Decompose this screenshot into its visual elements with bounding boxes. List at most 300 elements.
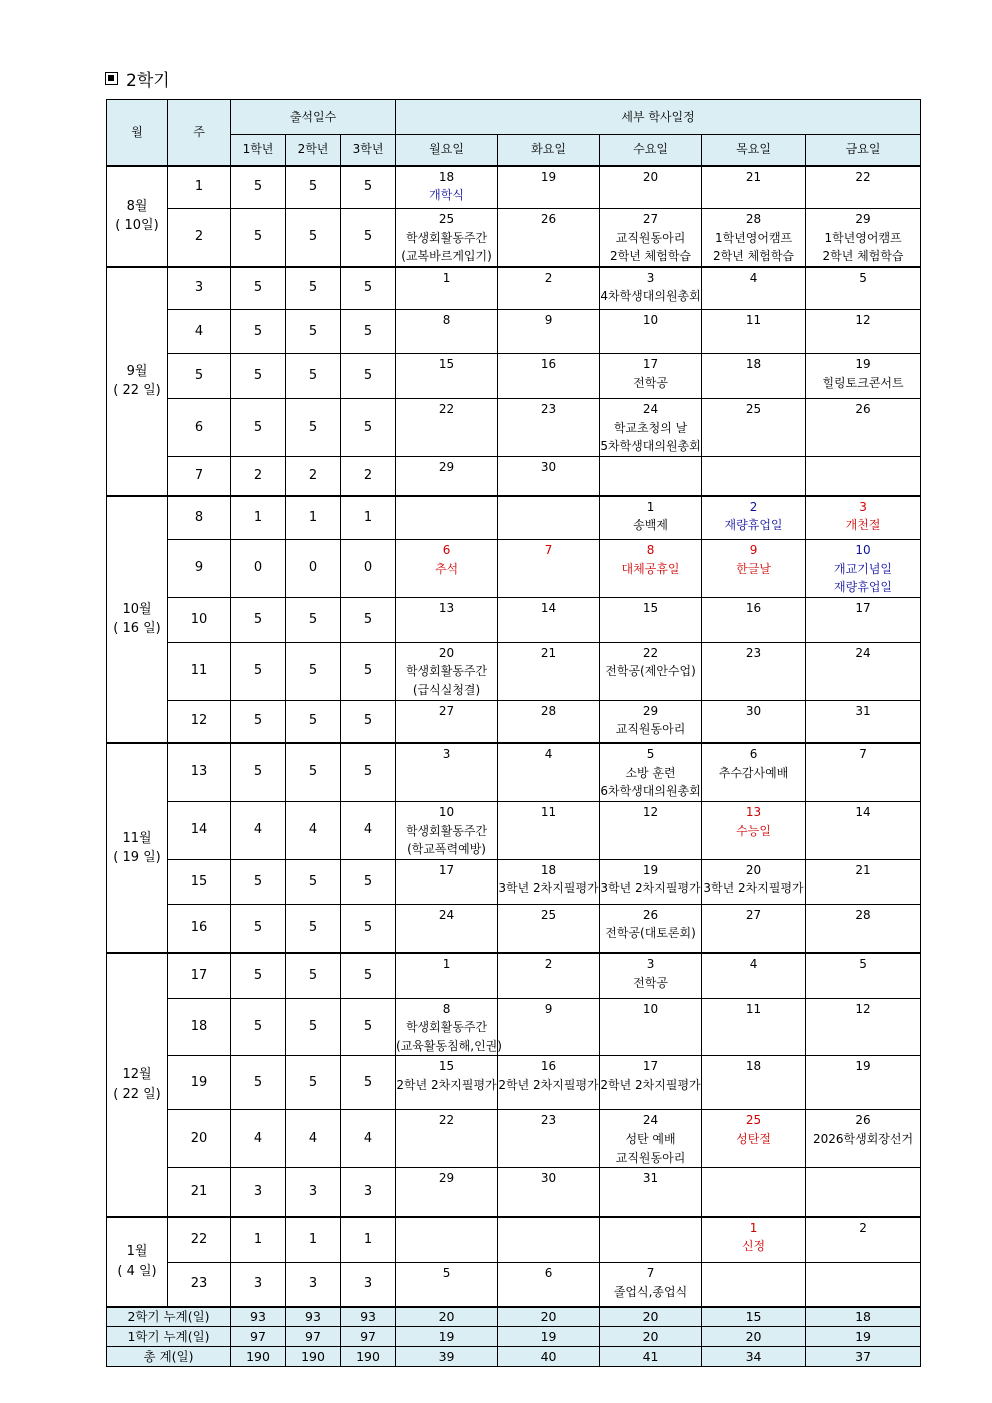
week-row [107, 597, 921, 642]
event-text: 성탄절 [736, 1132, 771, 1147]
day-cell [702, 399, 806, 457]
day-date: 10 [438, 804, 455, 819]
day-date: 10 [642, 313, 659, 328]
day-date: 5 [859, 957, 867, 972]
day-date: 17 [642, 1059, 659, 1074]
day-date: 23 [745, 645, 762, 660]
attendance-count: 5 [286, 267, 341, 310]
day-date: 18 [745, 1059, 762, 1074]
event-text: 전학공(제안수업) [605, 664, 696, 679]
month-name: 11월 [122, 830, 152, 846]
day-cell [396, 597, 498, 642]
attendance-count: 5 [231, 998, 286, 1056]
day-cell [498, 267, 600, 310]
event-text: (급식실청결) [412, 683, 481, 698]
month-cell [107, 166, 168, 267]
day-date: 22 [438, 402, 455, 417]
day-cell [600, 801, 702, 859]
day-cell [498, 953, 600, 998]
day-cell [600, 953, 702, 998]
day-date: 14 [540, 600, 557, 615]
day-cell [702, 743, 806, 801]
day-date: 4 [544, 747, 553, 762]
summary-day-total: 40 [498, 1347, 600, 1367]
day-date: 6 [442, 543, 451, 558]
day-cell [806, 209, 921, 267]
day-date: 30 [540, 1171, 557, 1186]
month-name: 8월 [126, 198, 148, 214]
day-cell [396, 540, 498, 598]
attendance-count: 5 [341, 209, 396, 267]
day-cell [600, 743, 702, 801]
attendance-count: 0 [286, 540, 341, 598]
week-number: 3 [168, 267, 231, 310]
month-cell [107, 496, 168, 744]
event-text: 재량휴업일 [724, 518, 783, 533]
day-date: 8 [442, 1001, 451, 1016]
attendance-count: 5 [341, 953, 396, 998]
day-date: 24 [855, 645, 871, 660]
attendance-count: 5 [231, 953, 286, 998]
week-row [107, 859, 921, 904]
week-number: 16 [168, 904, 231, 953]
week-row [107, 904, 921, 953]
day-date: 31 [642, 1171, 659, 1186]
day-date: 6 [544, 1266, 553, 1281]
day-cell [702, 496, 806, 540]
summary-day-total: 37 [806, 1347, 921, 1367]
summary-day-total: 20 [702, 1327, 806, 1347]
header-week: 주 [168, 100, 231, 166]
attendance-count: 5 [286, 743, 341, 801]
day-cell [498, 859, 600, 904]
day-cell [498, 998, 600, 1056]
day-date: 23 [540, 402, 557, 417]
header-day: 월요일 [396, 135, 498, 166]
summary-attendance: 93 [231, 1307, 286, 1327]
day-cell [498, 540, 600, 598]
day-date: 15 [642, 600, 659, 615]
event-text: 학생회활동주간 [405, 1020, 488, 1035]
day-cell [600, 496, 702, 540]
month-name: 10월 [122, 601, 152, 617]
week-row [107, 496, 921, 540]
day-date: 24 [642, 402, 659, 417]
day-date: 20 [745, 862, 762, 877]
week-number: 5 [168, 354, 231, 399]
day-date: 21 [540, 645, 557, 660]
month-days: ( 10일) [115, 218, 159, 234]
week-number: 22 [168, 1217, 231, 1263]
attendance-count: 3 [341, 1263, 396, 1307]
attendance-count: 5 [231, 399, 286, 457]
day-date: 1 [646, 499, 655, 514]
day-date: 29 [855, 212, 871, 226]
summary-attendance: 93 [341, 1307, 396, 1327]
summary-day-total: 19 [498, 1327, 600, 1347]
summary-attendance: 190 [341, 1347, 396, 1367]
day-cell [806, 859, 921, 904]
day-cell [806, 642, 921, 700]
day-date: 22 [855, 169, 871, 184]
academic-calendar-table [106, 99, 921, 1367]
summary-day-total: 15 [702, 1307, 806, 1327]
day-cell [600, 642, 702, 700]
day-date: 26 [855, 1113, 871, 1128]
day-cell [806, 904, 921, 953]
day-date: 19 [540, 169, 557, 184]
day-cell [702, 540, 806, 598]
attendance-count: 2 [231, 457, 286, 496]
event-text: 졸업식,종업식 [613, 1284, 688, 1299]
day-cell [396, 998, 502, 1056]
day-date: 5 [442, 1266, 451, 1281]
week-row [107, 801, 921, 859]
day-cell [396, 457, 498, 496]
header-day: 화요일 [498, 135, 600, 166]
day-date: 28 [745, 212, 762, 226]
attendance-count: 0 [341, 540, 396, 598]
day-date: 25 [745, 1113, 762, 1128]
attendance-count: 3 [286, 1263, 341, 1307]
day-cell [600, 399, 702, 457]
day-date: 3 [646, 270, 655, 285]
event-text: 3학년 2차지필평가 [600, 881, 701, 896]
attendance-count: 5 [341, 859, 396, 904]
attendance-count: 5 [341, 267, 396, 310]
event-text: 4차학생대의원총회 [600, 289, 701, 304]
day-date: 25 [540, 907, 557, 922]
day-date: 25 [438, 212, 455, 226]
attendance-count: 5 [286, 354, 341, 399]
month-cell [107, 743, 168, 953]
attendance-count: 1 [341, 1217, 396, 1263]
attendance-count: 5 [341, 1056, 396, 1110]
week-number: 14 [168, 801, 231, 859]
month-name: 1월 [126, 1244, 148, 1260]
summary-label: 총 계(일) [107, 1347, 231, 1367]
event-text: 6차학생대의원총회 [600, 784, 701, 799]
week-row [107, 399, 921, 457]
day-date: 12 [642, 804, 659, 819]
day-cell [600, 166, 702, 209]
day-cell [806, 310, 921, 354]
event-text: 성탄 예배 [625, 1132, 676, 1147]
day-cell [600, 859, 702, 904]
attendance-count: 5 [341, 743, 396, 801]
summary-attendance: 93 [286, 1307, 341, 1327]
month-days: ( 22 일) [113, 383, 161, 399]
attendance-count: 5 [341, 354, 396, 399]
summary-row [107, 1307, 921, 1327]
day-cell [498, 700, 600, 743]
calendar-body [107, 166, 921, 1307]
event-text: 힐링토크콘서트 [822, 375, 904, 390]
day-cell [702, 904, 806, 953]
day-cell [498, 457, 600, 496]
day-date: 1 [442, 270, 451, 285]
event-text: 개학식 [429, 188, 464, 203]
day-cell [702, 1110, 806, 1168]
day-date: 7 [646, 1266, 655, 1281]
week-row [107, 1168, 921, 1217]
attendance-count: 4 [231, 1110, 286, 1168]
day-cell [806, 354, 921, 399]
attendance-count: 5 [286, 209, 341, 267]
attendance-count: 0 [231, 540, 286, 598]
summary-label: 1학기 누계(일) [107, 1327, 231, 1347]
attendance-count: 5 [231, 859, 286, 904]
day-date: 12 [855, 313, 871, 328]
day-cell [396, 1168, 498, 1217]
header-day: 금요일 [806, 135, 921, 166]
attendance-count: 5 [231, 743, 286, 801]
summary-day-total: 34 [702, 1347, 806, 1367]
header-grade: 2학년 [286, 135, 341, 166]
week-row [107, 267, 921, 310]
week-number: 17 [168, 953, 231, 998]
attendance-count: 3 [341, 1168, 396, 1217]
day-cell [806, 496, 921, 540]
header-grade: 1학년 [231, 135, 286, 166]
month-name: 9월 [126, 363, 148, 379]
day-date: 13 [745, 804, 762, 819]
week-row [107, 998, 921, 1056]
day-cell [396, 1110, 498, 1168]
day-cell [806, 540, 921, 598]
day-date: 24 [438, 907, 455, 922]
day-cell [396, 743, 498, 801]
attendance-count: 5 [231, 1056, 286, 1110]
attendance-count: 3 [231, 1263, 286, 1307]
attendance-count: 5 [286, 1056, 341, 1110]
event-text: 2학년 2차지필평가 [498, 1078, 599, 1093]
event-text: 개천절 [845, 518, 881, 533]
day-cell [498, 354, 600, 399]
attendance-count: 5 [231, 209, 286, 267]
attendance-count: 5 [231, 354, 286, 399]
day-date: 11 [745, 313, 762, 328]
day-date: 2 [859, 1220, 867, 1235]
day-date: 19 [855, 357, 871, 372]
header-grade: 3학년 [341, 135, 396, 166]
attendance-count: 5 [286, 700, 341, 743]
event-text: 수능일 [736, 823, 771, 838]
day-cell [498, 1168, 600, 1217]
week-row [107, 1217, 921, 1263]
day-cell [806, 267, 921, 310]
summary-day-total: 20 [600, 1327, 702, 1347]
day-date: 19 [642, 862, 659, 877]
week-number: 8 [168, 496, 231, 540]
day-cell [498, 801, 600, 859]
day-date: 10 [642, 1001, 659, 1016]
day-date: 24 [642, 1113, 659, 1128]
day-cell [806, 166, 921, 209]
attendance-count: 4 [286, 801, 341, 859]
day-date: 6 [749, 747, 758, 762]
day-cell [396, 642, 498, 700]
event-text: 신정 [741, 1239, 766, 1254]
day-date: 21 [855, 862, 871, 877]
section-title-text: 2학기 [126, 71, 170, 91]
attendance-count: 5 [341, 700, 396, 743]
event-text: 2학년 체험학습 [610, 249, 692, 264]
day-date: 15 [438, 357, 455, 372]
day-date: 26 [642, 907, 659, 922]
attendance-count: 4 [341, 1110, 396, 1168]
week-row [107, 166, 921, 209]
week-row [107, 209, 921, 267]
day-cell [498, 1263, 600, 1307]
event-text: 개교기념일 [834, 561, 893, 576]
day-cell [702, 166, 806, 209]
event-text: 3학년 2차지필평가 [703, 881, 804, 896]
day-cell [806, 1263, 921, 1307]
attendance-count: 5 [231, 700, 286, 743]
day-cell [600, 310, 702, 354]
attendance-count: 3 [286, 1168, 341, 1217]
summary-attendance: 97 [286, 1327, 341, 1347]
attendance-count: 5 [231, 310, 286, 354]
day-date: 30 [745, 703, 762, 718]
event-text: 추석 [434, 561, 459, 576]
day-cell [396, 310, 498, 354]
day-cell [600, 1056, 702, 1110]
summary-day-total: 19 [396, 1327, 498, 1347]
day-cell [702, 267, 806, 310]
day-cell [498, 597, 600, 642]
event-text: 전학공 [633, 375, 668, 390]
day-cell [702, 859, 806, 904]
day-cell [396, 953, 498, 998]
summary-row [107, 1327, 921, 1347]
day-date: 5 [646, 747, 655, 762]
attendance-count: 5 [231, 267, 286, 310]
day-cell [600, 354, 702, 399]
day-cell [702, 998, 806, 1056]
day-cell [396, 1217, 498, 1263]
day-cell [806, 1217, 921, 1263]
attendance-count: 2 [341, 457, 396, 496]
day-date: 12 [855, 1001, 871, 1016]
header-attendance: 출석일수 [231, 100, 396, 135]
attendance-count: 3 [231, 1168, 286, 1217]
day-date: 18 [438, 169, 455, 184]
day-cell [498, 310, 600, 354]
day-cell [396, 354, 498, 399]
header-month: 월 [107, 100, 168, 166]
event-text: 한글날 [736, 561, 771, 576]
day-date: 11 [745, 1001, 762, 1016]
day-cell [702, 597, 806, 642]
week-row [107, 310, 921, 354]
week-number: 11 [168, 642, 231, 700]
day-cell [396, 904, 498, 953]
day-date: 10 [855, 543, 871, 558]
event-text: 교직원동아리 [615, 722, 686, 737]
attendance-count: 1 [341, 496, 396, 540]
day-cell [702, 801, 806, 859]
day-date: 20 [438, 645, 455, 660]
day-date: 20 [642, 169, 659, 184]
day-date: 23 [540, 1113, 557, 1128]
event-text: 소방 훈련 [625, 765, 676, 780]
day-date: 11 [540, 804, 557, 819]
day-cell [702, 1168, 806, 1217]
day-cell [702, 1217, 806, 1263]
event-text: 전학공(대토론회) [605, 926, 696, 941]
day-date: 2 [544, 957, 553, 972]
day-date: 3 [442, 747, 451, 762]
event-text: (학교폭력예방) [407, 842, 486, 857]
day-date: 31 [855, 703, 871, 718]
day-date: 28 [855, 907, 871, 922]
day-cell [498, 1056, 600, 1110]
attendance-count: 5 [286, 904, 341, 953]
day-cell [702, 700, 806, 743]
attendance-count: 5 [286, 399, 341, 457]
day-date: 29 [642, 703, 659, 718]
day-cell [702, 1263, 806, 1307]
event-text: (교복바르게입기) [401, 249, 492, 264]
day-date: 3 [859, 499, 867, 514]
day-date: 18 [745, 357, 762, 372]
day-cell [396, 1056, 498, 1110]
event-text: 2학년 체험학습 [822, 249, 904, 264]
day-cell [600, 267, 702, 310]
day-date: 29 [438, 1171, 455, 1186]
attendance-count: 5 [341, 904, 396, 953]
day-cell [806, 998, 921, 1056]
event-text: 1학년영어캠프 [824, 230, 902, 245]
day-cell [600, 597, 702, 642]
week-row [107, 1056, 921, 1110]
day-date: 8 [442, 313, 451, 328]
day-date: 14 [855, 804, 871, 819]
week-row [107, 743, 921, 801]
day-date: 25 [745, 402, 762, 417]
summary-row [107, 1347, 921, 1367]
day-cell [498, 166, 600, 209]
day-date: 26 [855, 402, 871, 417]
day-cell [600, 540, 702, 598]
week-number: 1 [168, 166, 231, 209]
day-date: 22 [438, 1113, 455, 1128]
day-cell [396, 1263, 498, 1307]
day-cell [806, 743, 921, 801]
attendance-count: 1 [231, 496, 286, 540]
day-date: 27 [642, 212, 659, 226]
attendance-count: 5 [286, 310, 341, 354]
month-days: ( 16 일) [113, 621, 161, 637]
week-row [107, 354, 921, 399]
week-row [107, 1263, 921, 1307]
summary-day-total: 20 [396, 1307, 498, 1327]
day-cell [396, 267, 498, 310]
attendance-count: 4 [286, 1110, 341, 1168]
day-date: 9 [544, 1001, 553, 1016]
day-cell [498, 496, 600, 540]
day-date: 27 [745, 907, 762, 922]
week-number: 6 [168, 399, 231, 457]
day-date: 27 [438, 703, 455, 718]
attendance-count: 5 [286, 953, 341, 998]
summary-day-total: 41 [600, 1347, 702, 1367]
summary-label: 2학기 누계(일) [107, 1307, 231, 1327]
attendance-count: 5 [286, 597, 341, 642]
day-cell [498, 642, 600, 700]
